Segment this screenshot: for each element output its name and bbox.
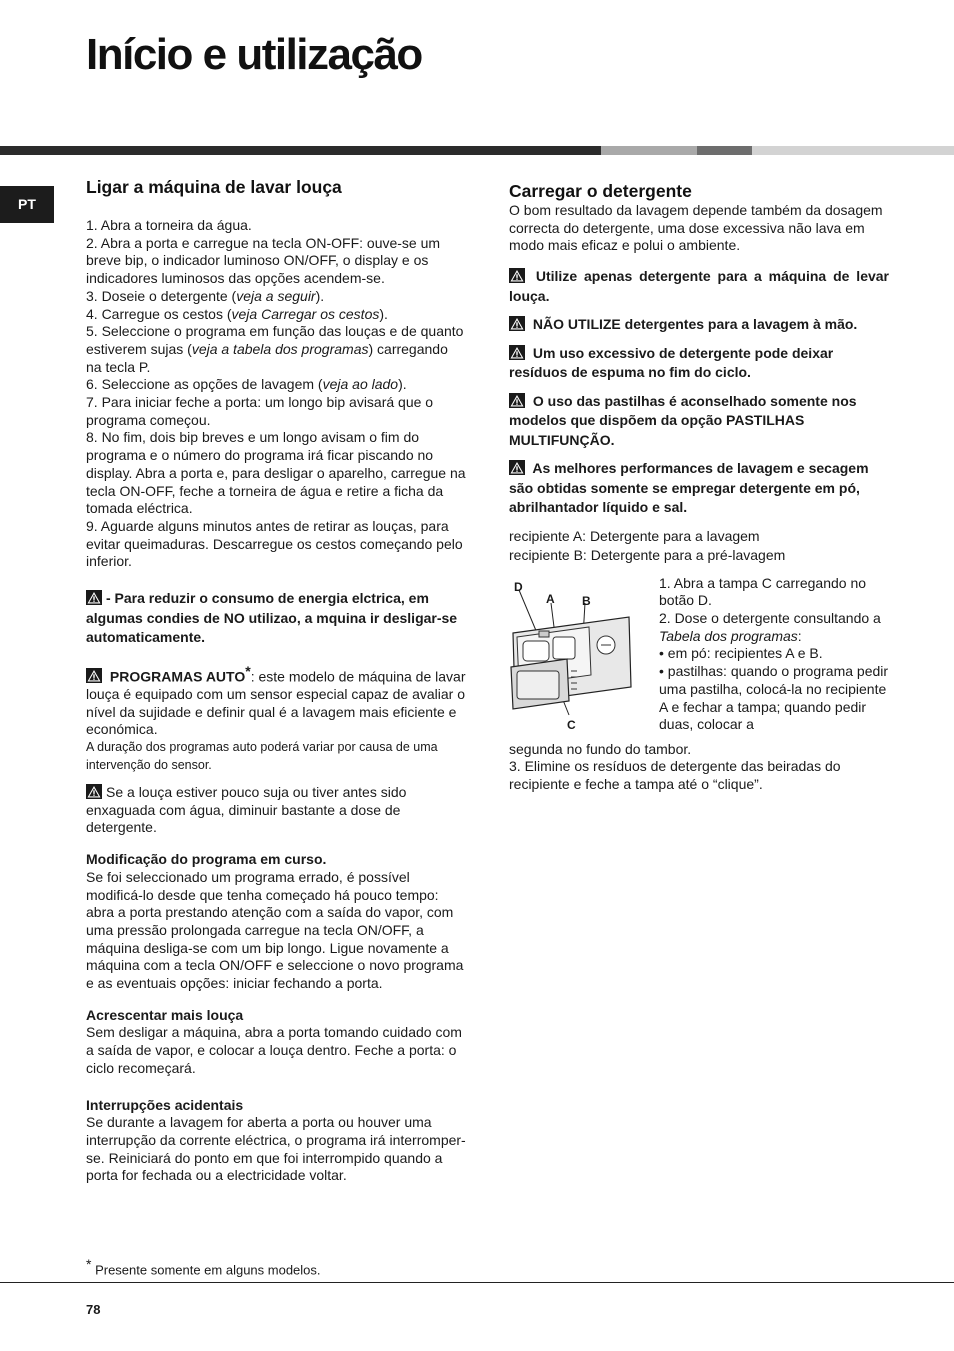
add-text: Sem desligar a máquina, abra a porta tomando cuidado com a saída de vapor, e colocar a louça dentro. Feche a porta: o ciclo recomeçará.: [86, 1024, 462, 1076]
detergent-dispenser-illustration: [509, 575, 639, 735]
step-5: 5. Seleccione o programa em função das louças e de quanto estiverem sujas (veja a tabela dos programas) carregando na tecla P.: [86, 323, 464, 375]
interrupt-text: Se durante a lavagem for aberta a porta ou houver uma interrupção da corrente eléctrica, o programa irá interromper-se. Reiniciará do ponto em que foi interrompido quando a porta for fechada ou a electricidade voltar.: [86, 1114, 466, 1184]
dispenser-steps: [659, 575, 891, 734]
step-4: 4. Carregue os cestos (veja Carregar os cestos).: [86, 305, 388, 322]
language-tab: PT: [0, 186, 54, 223]
footnote: * Presente somente em alguns modelos.: [86, 1256, 321, 1278]
auto-programs-note: PROGRAMAS AUTO*: este modelo de máquina de lavar louça é equipado com um sensor especial capaz de avaliar o nível da sujidade e definir qual é a lavagem mais eficiente e económica.: [86, 662, 466, 738]
step-2: 2. Abra a porta e carregue na tecla ON-OFF: ouve-se um breve bip, o indicador luminoso ON/OFF, o display e os indicadores luminosos das opções acendem-se.: [86, 234, 441, 287]
header-bar-accent: [697, 146, 752, 155]
modify-title: Modificação do programa em curso.: [86, 851, 327, 868]
warning-icon: [509, 316, 525, 331]
dirty-warning: Se a louça estiver pouco suja ou tiver antes sido enxaguada com água, diminuir bastante a dose de detergente.: [86, 784, 407, 836]
startup-steps: [86, 217, 466, 571]
figure-label-a: A: [546, 591, 555, 606]
warning-excess-detergent: Um uso excessivo de detergente pode deixar resíduos de espuma no fim do ciclo.: [509, 344, 834, 381]
step-1: 1. Abra a torneira da água.: [86, 217, 252, 233]
footer-rule: [0, 1282, 954, 1283]
dispenser-step-1: 1. Abra a tampa C carregando no botão D.: [659, 574, 867, 609]
figure-label-d: D: [514, 579, 523, 594]
page-title: Início e utilização: [86, 30, 422, 79]
right-column: [509, 180, 889, 794]
step-8: 8. No fim, dois bip breves e um longo avisam o fim do programa e o número do programa irá ficar piscando no display. Abra a porta e, para desligar o aparelho, carregue na tecla ON-OFF, feche a torneira de água e retire a ficha da tomada eléctrica.: [86, 429, 466, 517]
auto-programs-small: A duração dos programas auto poderá variar por causa de uma intervenção do sensor.: [86, 740, 438, 772]
page-number: 78: [86, 1302, 101, 1317]
recipient-a: recipiente A: Detergente para a lavagem: [509, 527, 760, 544]
recipient-b: recipiente B: Detergente para a pré-lavagem: [509, 546, 786, 563]
warning-icon: [509, 345, 525, 360]
dispenser-step-powder: • em pó: recipientes A e B.: [659, 645, 823, 662]
warning-tablets: O uso das pastilhas é aconselhado somente nos modelos que dispõem da opção PASTILHAS MULTIFUNÇÃO.: [509, 392, 857, 448]
header-bar-mid: [601, 146, 697, 155]
step-9: 9. Aguarde alguns minutos antes de retirar as louças, para evitar queimaduras. Descarregue os cestos começando pelo inferior.: [86, 517, 463, 570]
warning-detergent-type: Utilize apenas detergente para a máquina de levar louça.: [509, 268, 889, 304]
warning-icon: [509, 268, 525, 283]
section-heading-detergente: Carregar o detergente: [509, 181, 692, 201]
energy-warning: - Para reduzir o consumo de energia elctrica, em algumas condies de NO utilizao, a mquina ir desligar-se automaticamente.: [86, 590, 458, 646]
modify-text: Se foi seleccionado um programa errado, é possível modificá-lo desde que tenha começado há pouco tempo: abra a porta prestando atenção com a saída do vapor, com uma pressão prolongada carregue na tecla ON/OFF, a máquina desliga-se com um bip longo. Ligue novamente a máquina com a tecla ON/OFF e seleccione o novo programa e as eventuais opções: iniciar fechando a porta.: [86, 868, 464, 992]
warning-no-hand-detergent: NÃO UTILIZE detergentes para a lavagem à mão.: [509, 315, 889, 335]
section-heading-ligar: Ligar a máquina de lavar louça: [86, 177, 342, 197]
warning-best-performance: As melhores performances de lavagem e secagem são obtidas somente se empregar detergente em pó, abrilhantador líquido e sal.: [509, 460, 869, 516]
header-bar-light: [752, 146, 954, 155]
dispenser-step-3: 3. Elimine os resíduos de detergente das beiradas do recipiente e feche a tampa até o “clique”.: [509, 758, 841, 793]
left-column: [86, 176, 466, 1185]
warning-icon: [86, 668, 102, 683]
step-6: 6. Seleccione as opções de lavagem (veja ao lado).: [86, 376, 407, 393]
dispenser-figure-block: [509, 575, 889, 747]
warning-icon: [509, 460, 525, 475]
figure-label-c: C: [567, 717, 576, 732]
dispenser-step-tablets: • pastilhas: quando o programa pedir uma pastilha, colocá-la no recipiente A e fechar a tampa; quando pedir duas, colocar a: [659, 663, 889, 733]
warning-icon: [86, 590, 102, 605]
dispenser-step-2: 2. Dose o detergente consultando a Tabela dos programas:: [659, 610, 881, 644]
interrupt-title: Interrupções acidentais: [86, 1096, 244, 1113]
dispenser-step-tablets-cont: segunda no fundo do tambor.: [509, 740, 692, 757]
detergent-intro: O bom resultado da lavagem depende também da dosagem correcta do detergente, uma dose excessiva não lava em modo mais eficaz e polui o ambiente.: [509, 202, 883, 254]
figure-label-b: B: [582, 593, 591, 608]
header-bar-dark: [0, 146, 601, 155]
step-3: 3. Doseie o detergente (veja a seguir).: [86, 287, 325, 304]
warning-icon: [509, 393, 525, 408]
warning-icon: [86, 784, 102, 799]
add-title: Acrescentar mais louça: [86, 1006, 244, 1023]
step-7: 7. Para iniciar feche a porta: um longo bip avisará que o programa começou.: [86, 394, 434, 428]
